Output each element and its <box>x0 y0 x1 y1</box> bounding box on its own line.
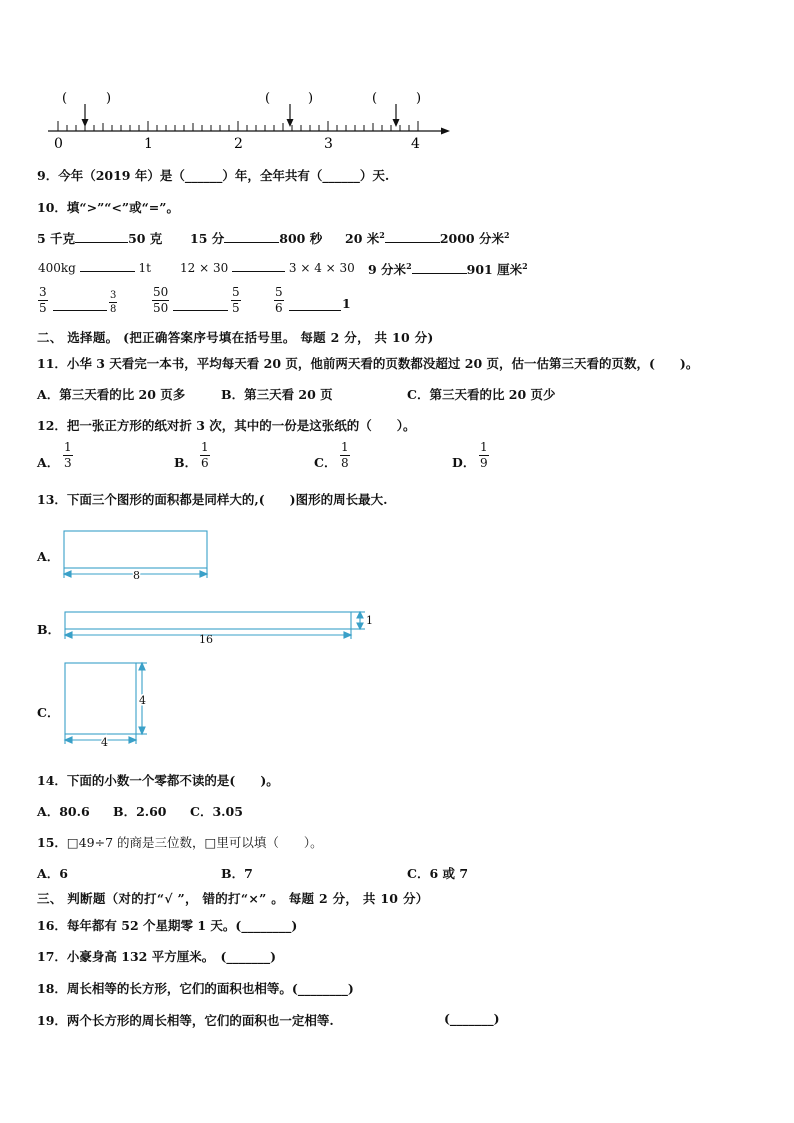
option-b[interactable]: B． <box>174 455 198 470</box>
compare-item: 15 分 800 秒 <box>190 231 323 246</box>
fraction: 1 8 <box>341 440 349 470</box>
number-line <box>40 86 460 150</box>
answer-paren-close: ) <box>416 91 422 106</box>
answer-paren-open: ( <box>62 91 68 106</box>
tick-label: 4 <box>411 136 420 150</box>
compare-item: 12 × 30 3 × 4 × 30 <box>180 261 355 275</box>
question-11: 11．小华 3 天看完一本书，平均每天看 20 页，他前两天看的页数都没超过 20 页，估一估第三天看的页数，( )。 <box>37 356 699 371</box>
number-line-arrow <box>82 104 89 127</box>
number-line-arrow <box>287 104 294 127</box>
dimension-label: 4 <box>101 736 108 749</box>
option-c[interactable]: C．3.05 <box>190 804 243 819</box>
option-c[interactable]: C． <box>314 455 337 470</box>
compare-item: 400kg 1t <box>38 261 151 275</box>
answer-blank[interactable] <box>173 300 228 311</box>
option-a[interactable]: A．80.6 <box>37 804 90 819</box>
tick-label: 1 <box>144 136 153 150</box>
fraction: 3 8 <box>110 290 117 315</box>
square-c <box>65 663 136 734</box>
compare-item: 20 米$^2$ 2000 分米$^2$ <box>345 229 510 246</box>
fraction: 5 5 <box>232 285 240 315</box>
fraction: 1 6 <box>201 440 209 470</box>
question-15: 15．□49÷7 的商是三位数，□里可以填（ ）。 <box>37 835 323 850</box>
tick-label: 3 <box>324 136 333 150</box>
dimension-label: 4 <box>139 694 146 707</box>
question-16: 16．每年都有 52 个星期零 1 天。(________) <box>37 918 298 933</box>
question-19: 19．两个长方形的周长相等，它们的面积也一定相等. <box>37 1013 334 1028</box>
option-b[interactable]: B．7 <box>221 866 253 881</box>
section-heading: 二、 选择题。 (把正确答案序号填在括号里。 每题 2 分， 共 10 分) <box>37 330 434 345</box>
answer-blank[interactable] <box>289 300 341 311</box>
fraction: 1 9 <box>480 440 488 470</box>
answer-paren-close: ) <box>106 91 112 106</box>
compare-item: 9 分米$^2$ 901 厘米$^2$ <box>368 260 528 277</box>
option-c[interactable]: C．6 或 7 <box>407 866 469 881</box>
dimension-label: 8 <box>133 569 140 582</box>
answer-paren-open: ( <box>372 91 378 106</box>
figure-label-a[interactable]: A． <box>37 549 60 564</box>
rectangle-a <box>64 531 207 568</box>
tick-label: 2 <box>234 136 243 150</box>
question-14: 14．下面的小数一个零都不读的是( )。 <box>37 773 279 788</box>
fraction: 5 6 <box>275 285 283 315</box>
figure-label-b[interactable]: B． <box>37 622 61 637</box>
figure-label-c[interactable]: C． <box>37 705 60 720</box>
answer-paren[interactable]: (_______) <box>444 1011 500 1026</box>
compare-value: 1 <box>342 296 351 311</box>
dimension-label: 16 <box>199 633 213 646</box>
section-heading: 三、 判断题（对的打“√ ”， 错的打“×” 。 每题 2 分， 共 10 分） <box>37 891 429 906</box>
fraction: 50 50 <box>153 285 169 315</box>
option-c[interactable]: C．第三天看的比 20 页少 <box>407 387 556 402</box>
question-text: 填“>”“<”或“=”。 <box>66 200 179 215</box>
fraction: 3 5 <box>39 285 47 315</box>
answer-paren-open: ( <box>265 91 271 106</box>
question-13: 13．下面三个图形的面积都是同样大的,( )图形的周长最大. <box>37 492 388 507</box>
answer-paren-close: ) <box>308 91 314 106</box>
tick-label: 0 <box>54 136 63 150</box>
rectangle-b <box>65 612 351 629</box>
question-number: 9． <box>37 168 59 183</box>
question-17: 17．小豪身高 132 平方厘米。 (_______) <box>37 949 277 964</box>
question-18: 18．周长相等的长方形，它们的面积也相等。(________) <box>37 981 354 996</box>
question-12: 12．把一张正方形的纸对折 3 次，其中的一份是这张纸的（ ）。 <box>37 418 416 433</box>
option-b[interactable]: B．第三天看 20 页 <box>221 387 333 402</box>
option-a[interactable]: A．第三天看的比 20 页多 <box>37 387 186 402</box>
dimension-label: 1 <box>366 614 373 627</box>
question-number: 10． <box>37 200 67 215</box>
answer-blank[interactable] <box>53 300 107 311</box>
option-a[interactable]: A．6 <box>37 866 68 881</box>
number-line-arrow <box>393 104 400 127</box>
fraction: 1 3 <box>64 440 72 470</box>
question-text: 今年（2019 年）是（______）年，全年共有（______）天. <box>58 168 390 183</box>
option-a[interactable]: A． <box>37 455 60 470</box>
option-d[interactable]: D． <box>452 455 476 470</box>
option-b[interactable]: B．2.60 <box>113 804 167 819</box>
question-9 <box>37 166 389 184</box>
area-figures <box>55 525 385 750</box>
question-10 <box>37 198 179 216</box>
compare-item: 5 千克 50 克 <box>37 231 163 246</box>
